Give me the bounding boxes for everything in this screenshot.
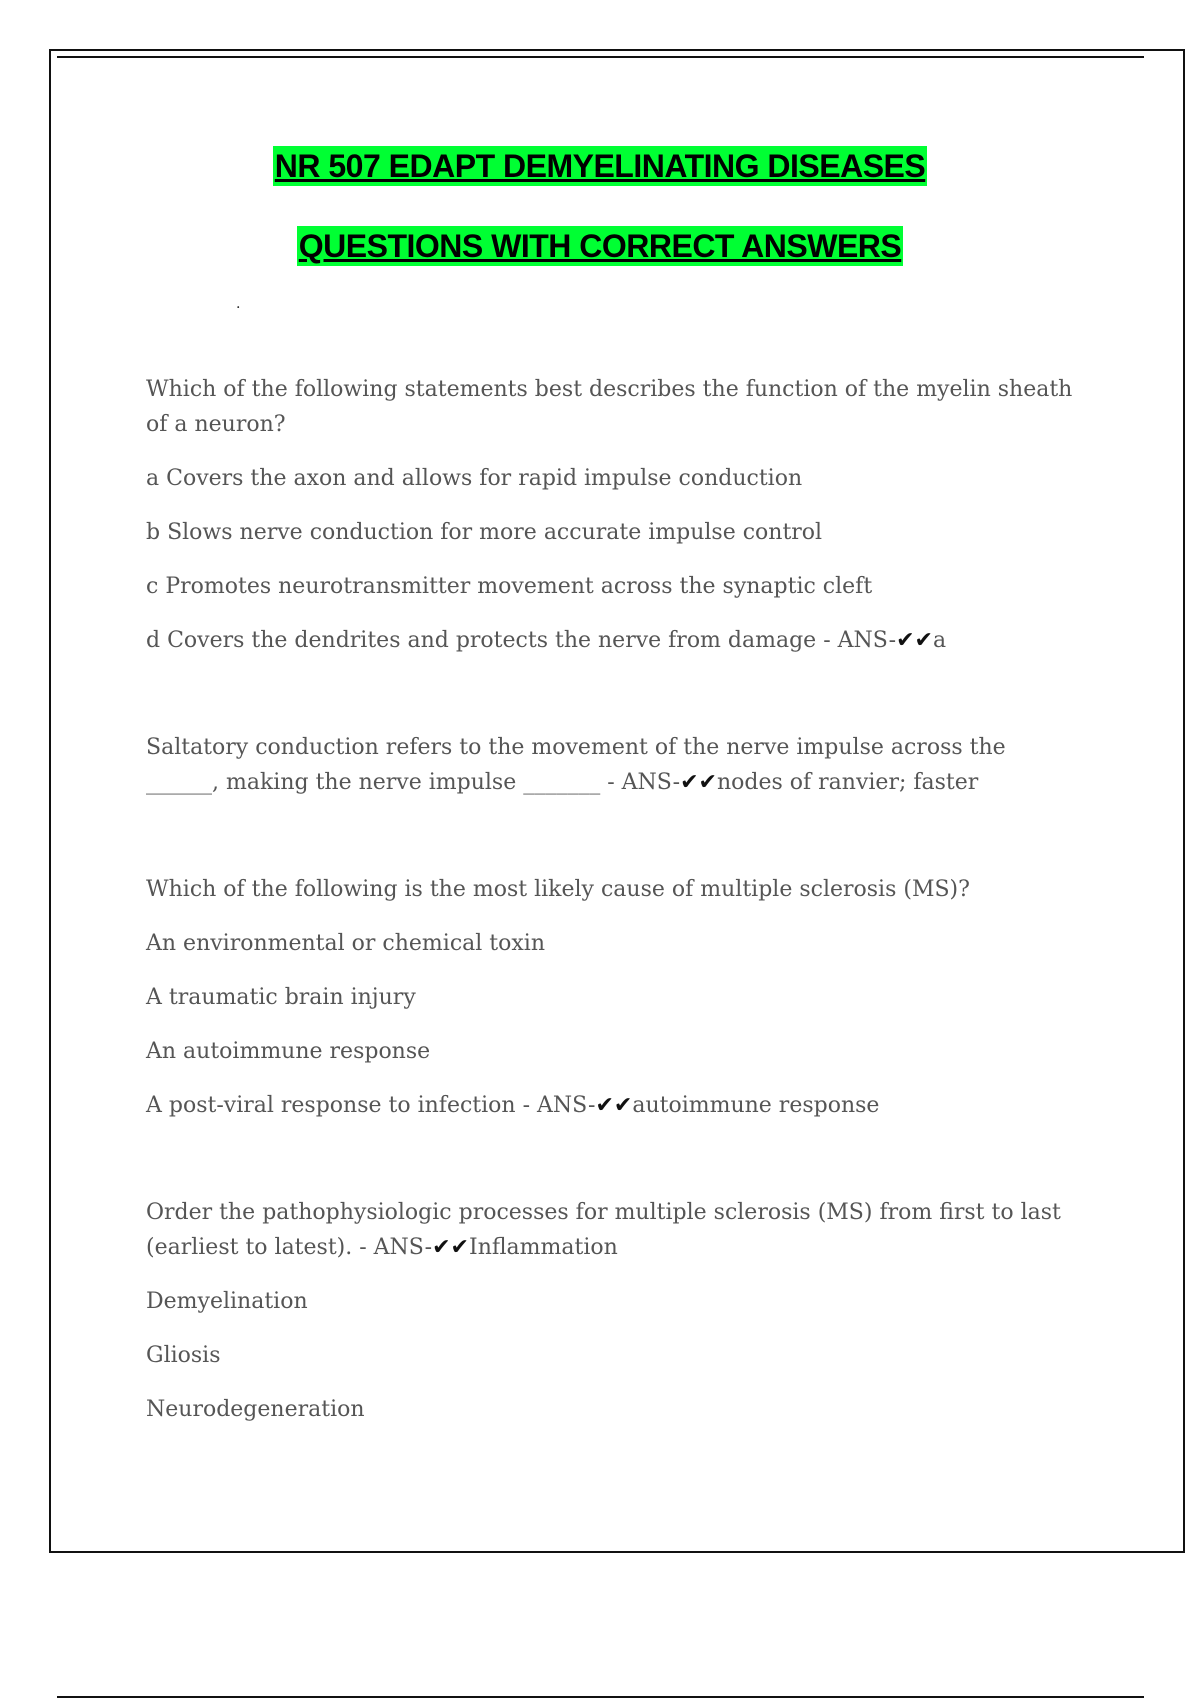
question-3-stem: Which of the following is the most likely cause of multiple sclerosis (MS)? xyxy=(146,877,970,902)
question-2-stem xyxy=(146,730,1076,800)
question-1-option-d-text: d Covers the dendrites and protects the nerve from damage - ANS- xyxy=(146,628,897,653)
title-line-2: QUESTIONS WITH CORRECT ANSWERS xyxy=(298,228,902,264)
question-3-option-3: An autoimmune response xyxy=(146,1039,431,1064)
question-1-option-b: b Slows nerve conduction for more accurate impulse control xyxy=(146,520,823,545)
check-icon: ✔✔ xyxy=(896,628,933,653)
question-1-stem: Which of the following statements best describes the function of the myelin sheath of a neuron? xyxy=(146,377,1073,437)
question-3-option-2: A traumatic brain injury xyxy=(146,985,416,1010)
top-rule xyxy=(57,56,1144,58)
question-3-option-4 xyxy=(146,1088,1076,1123)
question-3-option-1: An environmental or chemical toxin xyxy=(146,931,545,956)
question-1-answer: a xyxy=(932,628,947,653)
question-1-option-c: c Promotes neurotransmitter movement across the synaptic cleft xyxy=(146,574,873,599)
question-1-option-d xyxy=(146,623,1076,658)
question-4-stem xyxy=(146,1195,1076,1265)
question-3-option-4-text: A post-viral response to infection - ANS- xyxy=(146,1093,596,1118)
question-1-option-a: a Covers the axon and allows for rapid impulse conduction xyxy=(146,466,803,491)
question-4-stem-text: Order the pathophysiologic processes for multiple sclerosis (MS) from first to last (earliest to latest). - ANS- xyxy=(146,1200,1061,1260)
question-4-answer: Inflammation xyxy=(469,1235,618,1260)
bottom-rule xyxy=(57,1696,1144,1698)
question-4-step-2: Demyelination xyxy=(146,1289,308,1314)
check-icon: ✔✔ xyxy=(432,1235,469,1260)
question-2-answer: nodes of ranvier; faster xyxy=(716,770,979,795)
title-line-1: NR 507 EDAPT DEMYELINATING DISEASES xyxy=(274,148,926,184)
question-3-answer: autoimmune response xyxy=(632,1093,880,1118)
check-icon: ✔✔ xyxy=(680,770,717,795)
question-4-step-3: Gliosis xyxy=(146,1343,221,1368)
question-2-stem-text: Saltatory conduction refers to the movement of the nerve impulse across the ______, making the nerve impulse _______ - ANS- xyxy=(146,735,1006,795)
stray-dot: . xyxy=(236,296,241,312)
question-4-step-4: Neurodegeneration xyxy=(146,1397,365,1422)
document-body xyxy=(146,372,1076,1446)
check-icon: ✔✔ xyxy=(595,1093,633,1118)
